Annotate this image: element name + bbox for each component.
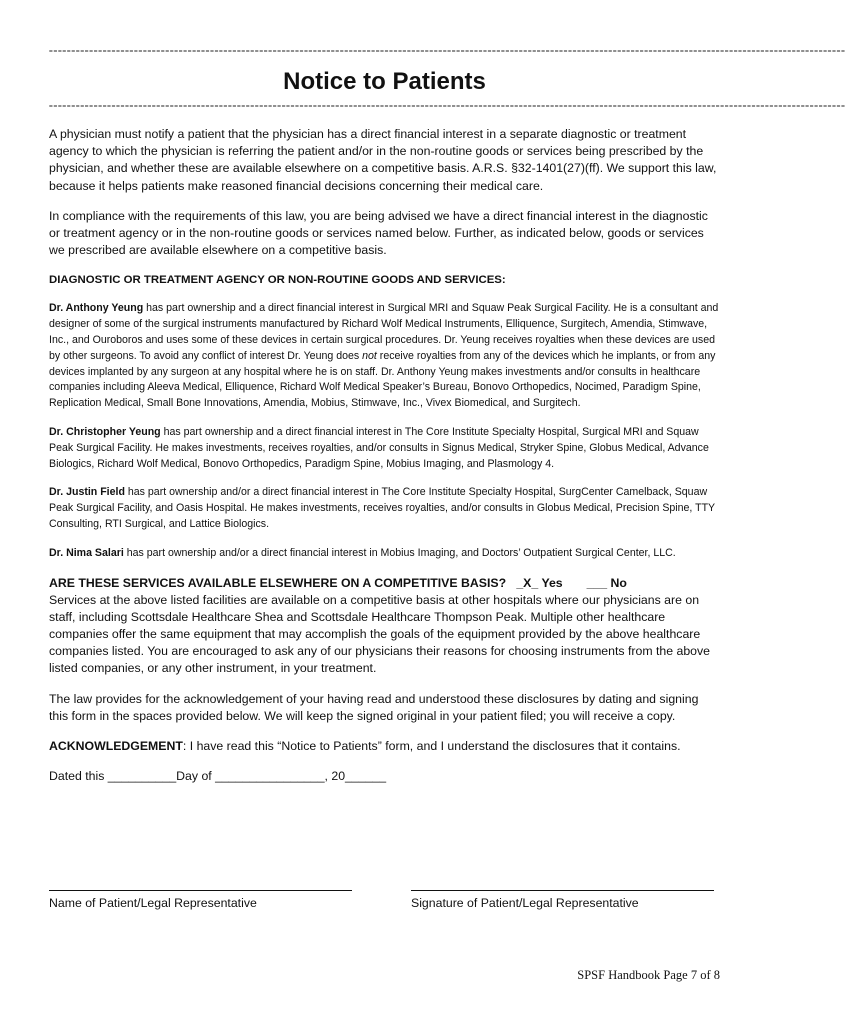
name-signature-line[interactable] (49, 890, 352, 891)
acknowledgement-paragraph (49, 738, 720, 755)
dated-line[interactable]: Dated this __________Day of ________________, 20______ (49, 769, 387, 784)
physician-disclosure: has part ownership and/or a direct financial interest in The Core Institute Specialty Hospital, SurgCenter Camelback, Squaw Peak Surgical Facility, and Oasis Hospital. He makes investments, receives royalties, and/or consults in Globus Medical, Precision Spine, TTY Consulting, RTI Surgical, and Lattice Biologics. (49, 486, 715, 530)
no-mark[interactable]: ___ (586, 575, 608, 590)
services-paragraph: Services at the above listed facilities are available on a competitive basis at other hospitals where our physicians are on staff, including Scottsdale Healthcare Shea and Scottsdale Healthcare Thompson Peak. Multiple other healthcare companies offer the same equipment that may accomplish the goals of the equipment provided by the above healthcare companies listed. You are encouraged to ask any of our physicians their reasons for choosing instruments from the above listed companies, or any other instrument, in your treatment. (49, 592, 710, 676)
no-label: No (610, 575, 627, 590)
physician-disclosure-cont: receive royalties from any of the devices which he implants, or from any devices implanted by any surgeon at any hospital where he is on staff. Dr. Anthony Yeung makes investments and/or consults in healthcare companies including Aleeva Medical, Elliquence, Richard Wolf Medical Speaker’s Bureau, Bonovo Orthopedics, Nocimed, Paradigm Spine, Replication Medical, Small Bone Innovations, Amendia, Mobius, Stimwave, Inc., Vivex Biomedical, and Surgitech. (49, 349, 716, 410)
physician-disclosure: has part ownership and a direct financial interest in Surgical MRI and Squaw Peak Surgical Facility. He is a consultant and designer of some of the surgical instruments manufactured by Richard Wolf Medical Instruments, Elliquence, Surgitech, Amendia, Stimwave, Inc., and Ouroboros and uses some of these devices in certain surgical procedures. Dr. Yeung receives royalties when these devices are used by other surgeons. To avoid any conflict of interest Dr. Yeung does (49, 302, 719, 362)
acknowledgement-text: : I have read this “Notice to Patients” form, and I understand the disclosures that it contains. (182, 739, 681, 753)
top-rule: ================================================================================================================================================================================== (49, 48, 846, 55)
section-heading: DIAGNOSTIC OR TREATMENT AGENCY OR NON-ROUTINE GOODS AND SERVICES: (49, 274, 506, 287)
physician-name: Dr. Nima Salari (49, 546, 124, 559)
physician-name: Dr. Anthony Yeung (49, 302, 144, 315)
intro-paragraph-1: A physician must notify a patient that the physician has a direct financial interest in a separate diagnostic or treatment agency to which the physician is referring the patient and/or in the non-routine goods or services being prescribed by the physician, and whether these are available elsewhere on a competitive basis. A.R.S. §32-1401(27)(ff). We support this law, because it helps patients make reasoned financial decisions concerning their medical care. (49, 127, 717, 193)
physician-name: Dr. Christopher Yeung (49, 426, 161, 438)
name-label: Name of Patient/Legal Representative (49, 896, 257, 910)
yes-mark[interactable]: _X_ (516, 575, 539, 590)
physician-justin-field (49, 485, 720, 532)
acknowledgement-label: ACKNOWLEDGEMENT (49, 739, 183, 753)
page-footer: SPSF Handbook Page 7 of 8 (577, 968, 720, 982)
physician-disclosure: has part ownership and/or a direct financial interest in Mobius Imaging, and Doctors’ Outpatient Surgical Center, LLC. (123, 546, 676, 559)
physician-christopher-yeung (49, 425, 720, 472)
intro-paragraph-2: In compliance with the requirements of this law, you are being advised we have a direct financial interest in the diagnostic or treatment agency or in the non-routine goods or services named below. Further, as indicated below, goods or services we prescribed are available elsewhere on a competitive basis. (49, 208, 708, 258)
physician-disclosure: has part ownership and a direct financial interest in The Core Institute Specialty Hospital, Surgical MRI and Squaw Peak Surgical Facility. He makes investments, receives royalties, and/or consults in Signus Medical, Stryker Spine, Globus Medical, Advance Biologics, Richard Wolf Medical, Bonovo Orthopedics, Paradigm Spine, Mobius Imaging, and Plasmology 4. (49, 426, 709, 470)
physician-nima-salari (49, 546, 720, 562)
physician-anthony-yeung (49, 301, 720, 412)
signature-line[interactable] (411, 890, 714, 891)
document-page (49, 48, 846, 785)
competitive-basis-question (49, 575, 720, 592)
yes-label: Yes (541, 575, 563, 590)
question-label: ARE THESE SERVICES AVAILABLE ELSEWHERE ON A COMPETITIVE BASIS? (49, 575, 507, 590)
signature-label: Signature of Patient/Legal Representative (411, 896, 639, 910)
page-title: Notice to Patients (283, 68, 486, 95)
law-paragraph: The law provides for the acknowledgement of your having read and understood these disclosures by dating and signing this form in the spaces provided below. We will keep the signed original in your patient filed; you will receive a copy. (49, 691, 699, 723)
emphasis-text: not (362, 349, 377, 362)
title-rule: ================================================================================================================================================================================== (49, 103, 846, 110)
physician-name: Dr. Justin Field (49, 486, 125, 499)
